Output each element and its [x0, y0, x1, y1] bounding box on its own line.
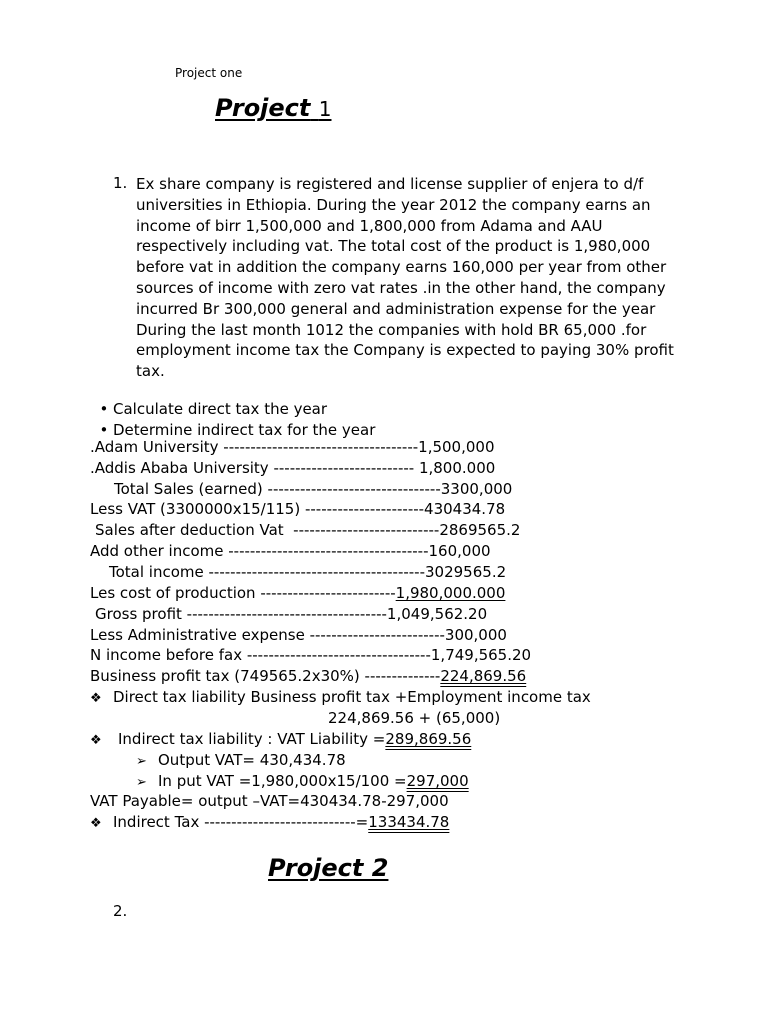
project-1-title: [215, 94, 331, 122]
project-2-title: Project 2: [268, 854, 389, 882]
row-text: [113, 812, 449, 832]
calc-row: [136, 771, 469, 793]
row-value: 297,000: [406, 772, 469, 790]
arrow-icon: ➢: [136, 754, 147, 769]
calc-row: VAT Payable= output –VAT=430434.78-297,000: [90, 792, 449, 810]
calc-row: 224,869.56 + (65,000): [328, 709, 501, 727]
question-line: sources of income with zero vat rates .in the other hand, the company: [136, 278, 666, 297]
diamond-icon: ❖: [90, 691, 102, 706]
question-2-number: 2.: [113, 902, 128, 920]
question-line: income of birr 1,500,000 and 1,800,000 from Adama and AAU: [136, 216, 603, 235]
arrow-icon: ➢: [136, 775, 147, 790]
diamond-icon: ❖: [90, 733, 102, 748]
row-label: Les cost of production -------------------------: [90, 584, 396, 602]
bullet-text: Calculate direct tax the year: [113, 400, 328, 418]
calc-row: [90, 687, 591, 709]
title-word: Project: [215, 94, 311, 122]
question-line: incurred Br 300,000 general and administration expense for the year: [136, 299, 656, 318]
diamond-icon: ❖: [90, 816, 102, 831]
row-text: Direct tax liability Business profit tax +Employment income tax: [113, 688, 591, 706]
calc-row: .Adam University ------------------------------------1,500,000: [90, 438, 495, 456]
calc-row: Total Sales (earned) --------------------------------3300,000: [114, 480, 513, 498]
calc-row: Sales after deduction Vat ---------------------------2869565.2: [95, 521, 521, 539]
calc-row: [90, 812, 450, 834]
question-line: respectively including vat. The total cost of the product is 1,980,000: [136, 237, 651, 256]
calc-row: [90, 666, 526, 686]
question-line: tax.: [136, 362, 165, 381]
bullet-icon: •: [99, 400, 109, 418]
calc-row: Add other income -------------------------------------160,000: [90, 542, 491, 560]
row-label: Indirect Tax ----------------------------=: [113, 813, 369, 831]
row-label: In put VAT =1,980,000x15/100 =: [158, 772, 407, 790]
row-text: [158, 771, 469, 791]
question-number: 1.: [113, 174, 128, 192]
calc-row: .Addis Ababa University -------------------------- 1,800.000: [90, 459, 496, 477]
row-label: Business profit tax (749565.2x30%) --------------: [90, 667, 441, 685]
title-number: 1: [318, 97, 332, 121]
row-value: 289,869.56: [385, 730, 472, 748]
question-line: Ex share company is registered and license supplier of enjera to d/f: [136, 175, 644, 193]
bullet-text: Determine indirect tax for the year: [113, 421, 376, 439]
calc-row: N income before fax ----------------------------------1,749,565.20: [90, 646, 532, 664]
calc-row: Gross profit -------------------------------------1,049,562.20: [95, 605, 488, 623]
row-label: Indirect tax liability : VAT Liability =: [118, 730, 386, 748]
calc-row: Less Administrative expense -------------------------300,000: [90, 626, 507, 644]
calc-row: [90, 583, 505, 603]
calc-row: [90, 729, 472, 751]
page-header: Project one: [175, 66, 243, 80]
question-line: During the last month 1012 the companies with hold BR 65,000 .for: [136, 320, 647, 339]
question-line: before vat in addition the company earns 160,000 per year from other: [136, 258, 667, 277]
bullet-icon: •: [99, 421, 109, 439]
row-text: [118, 729, 471, 749]
row-value: 133434.78: [368, 813, 450, 831]
row-value: 1,980,000.000: [395, 584, 506, 602]
question-line: universities in Ethiopia. During the year 2012 the company earns an: [136, 195, 651, 214]
question-paragraph: [136, 174, 696, 382]
calc-row: Less VAT (3300000x15/115) ----------------------430434.78: [90, 500, 506, 518]
calc-row: [136, 750, 346, 772]
row-text: Output VAT= 430,434.78: [158, 751, 346, 769]
question-line: employment income tax the Company is expected to paying 30% profit: [136, 341, 674, 360]
row-value: 224,869.56: [440, 667, 527, 685]
calc-row: Total income ----------------------------------------3029565.2: [109, 563, 507, 581]
